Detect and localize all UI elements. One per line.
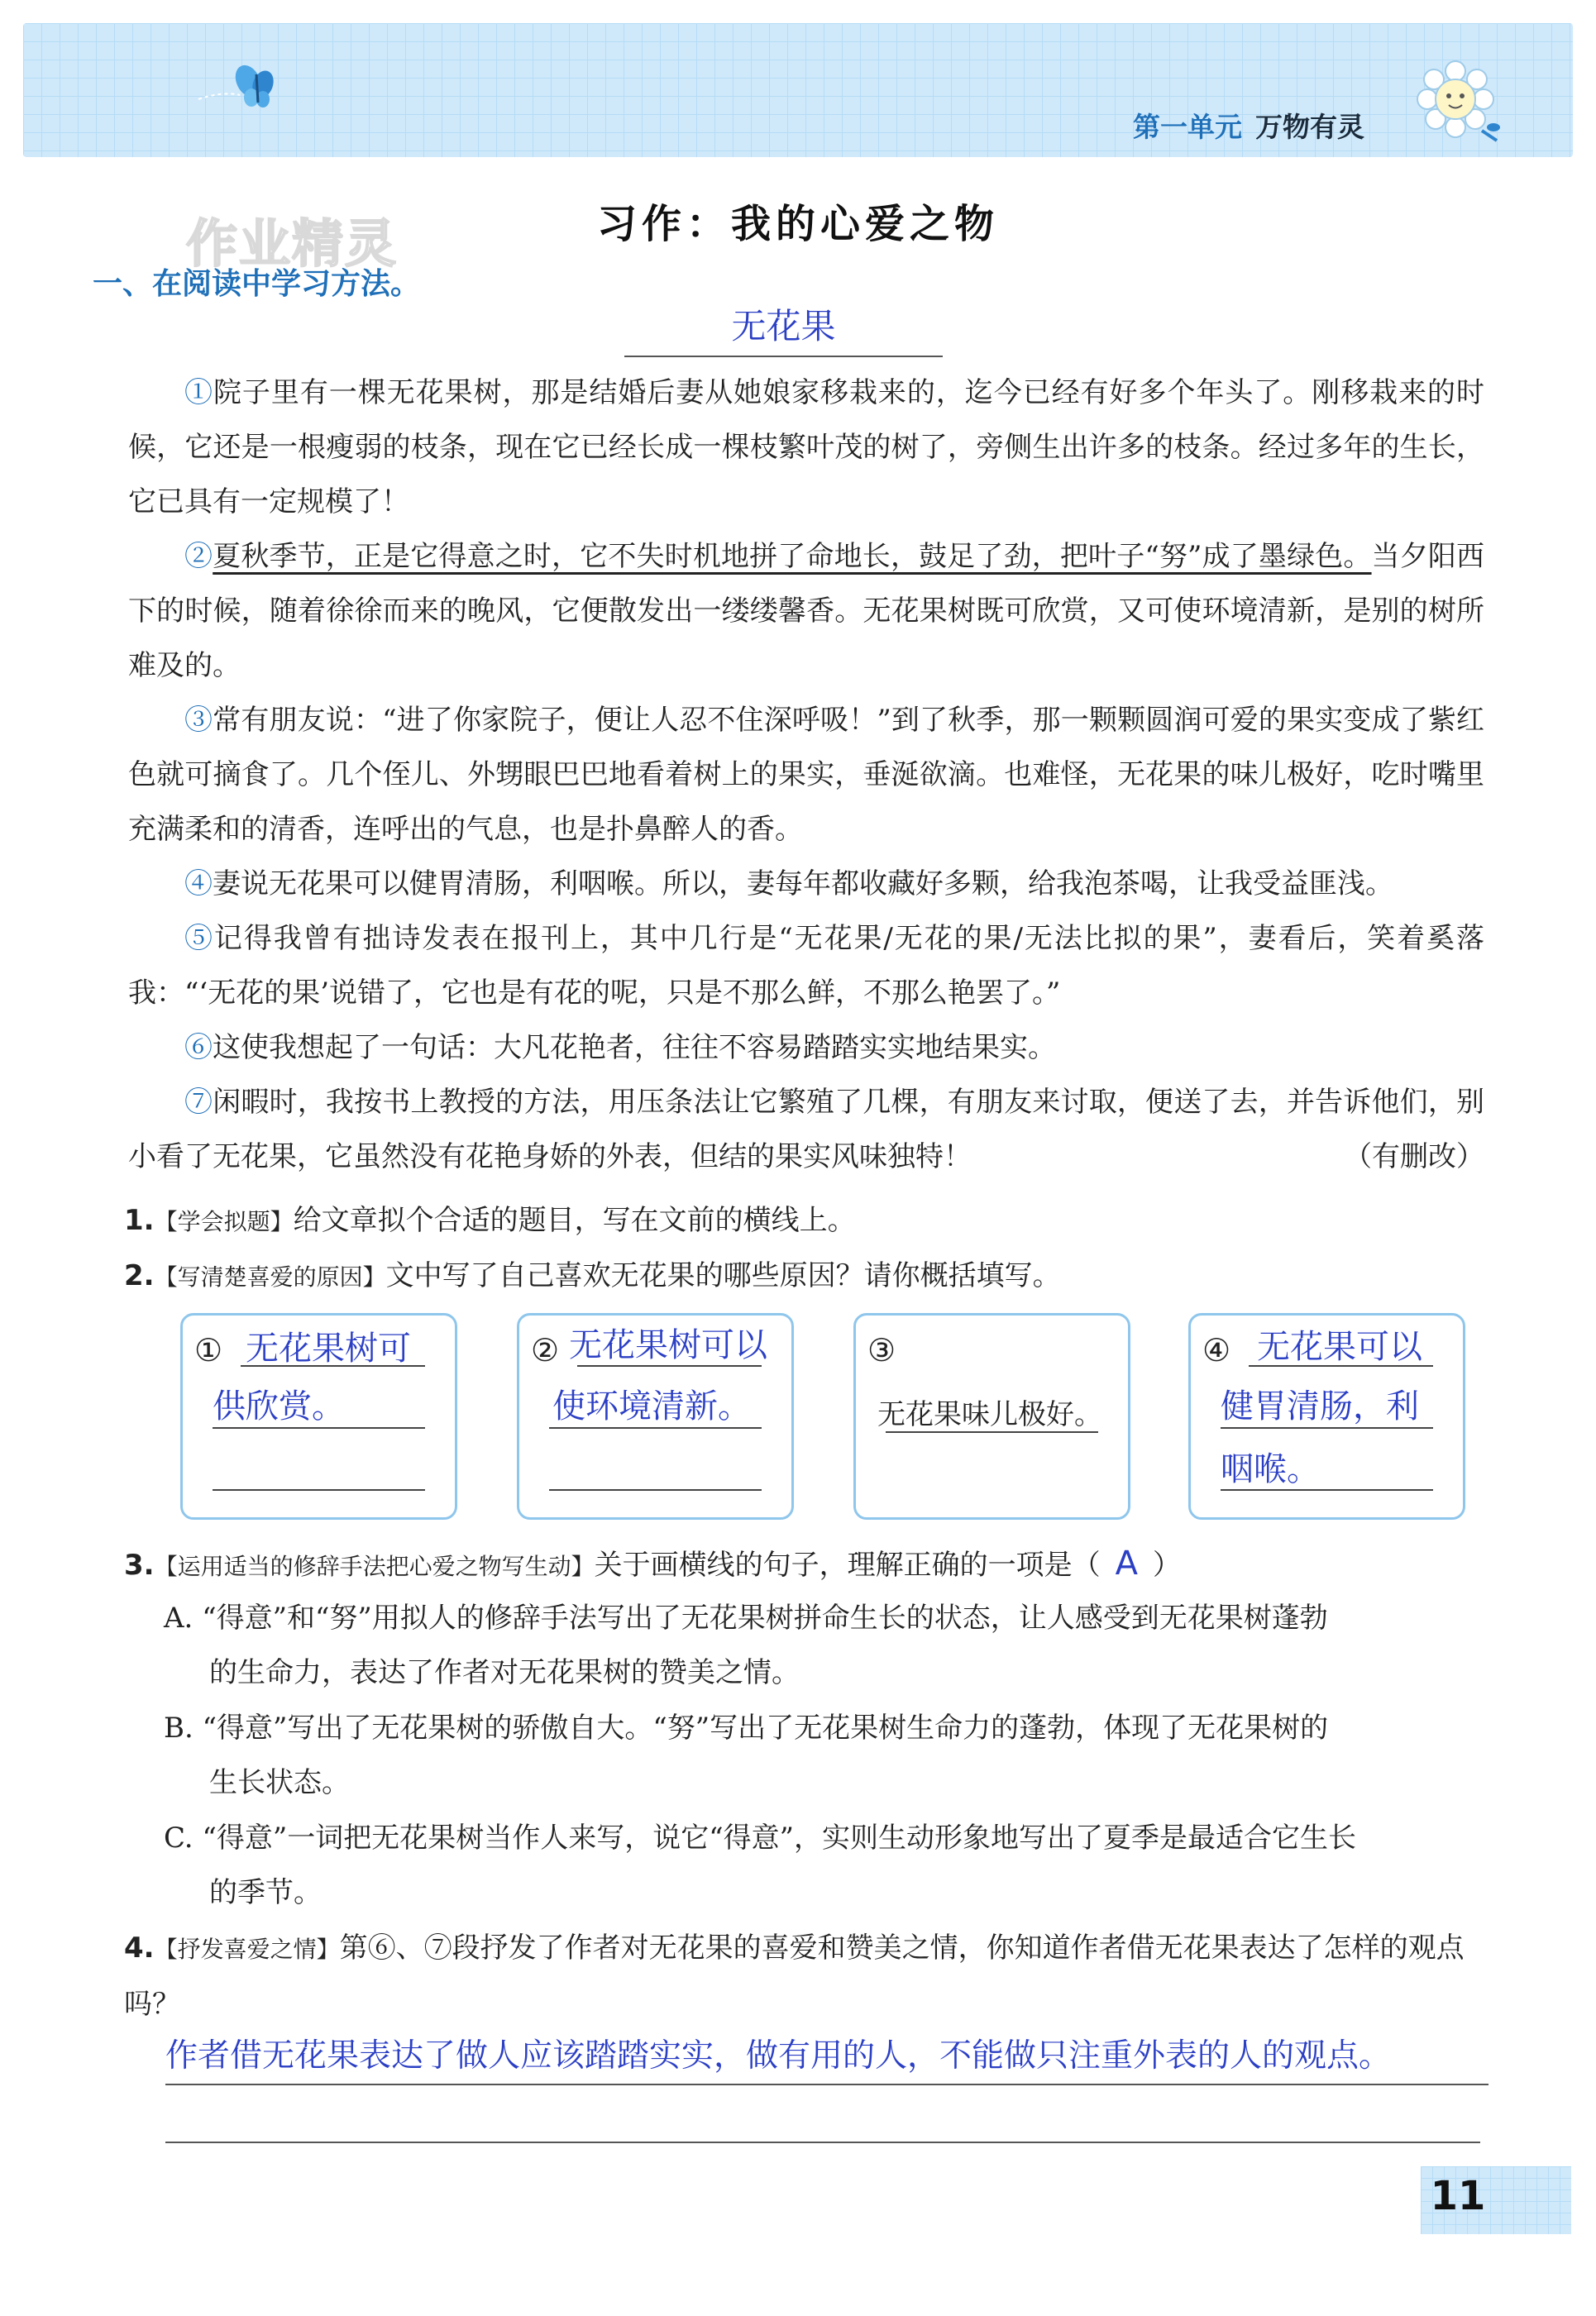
answer-box-2 (517, 1313, 794, 1520)
answer-text: 无花果味儿极好。 (877, 1398, 1102, 1431)
answer-line (577, 1365, 762, 1367)
paragraph-number: ④ (184, 867, 213, 900)
question-tag: 【抒发喜爱之情】 (154, 1936, 340, 1963)
answer-text: 无花果可以 (1257, 1328, 1422, 1366)
section-heading: 一、在阅读中学习方法。 (93, 267, 421, 301)
question-number: 4. (124, 1932, 155, 1965)
answer-line (213, 1427, 425, 1429)
answer-line (213, 1489, 425, 1491)
paragraph-2 (128, 529, 1484, 693)
paragraph-text: 闲暇时，我按书上教授的方法，用压条法让它繁殖了几棵，有朋友来讨取，便送了去，并告诉他们，别小看了无花果，它虽然没有花艳身娇的外表，但结的果实风味独特！ (128, 1086, 1485, 1173)
box-number: ② (531, 1332, 560, 1368)
question-text: 第⑥、⑦段抒发了作者对无花果的喜爱和赞美之情，你知道作者借无花果表达了怎样的观点吗？ (124, 1932, 1465, 2021)
paragraph-text: 院子里有一棵无花果树，那是结婚后妻从她娘家移栽来的，迄今已经有好多个年头了。刚移栽来的时候，它还是一根瘦弱的枝条，现在它已经长成一棵枝繁叶茂的树了，旁侧生出许多的枝条。经过多年的生长，它已具有一定规模了！ (128, 376, 1485, 518)
paragraph-7 (128, 1075, 1484, 1184)
watermark-text: 作业精灵 (186, 213, 399, 274)
answer-text: 咽喉。 (1221, 1450, 1320, 1488)
answer-line (886, 1431, 1098, 1433)
question-2 (124, 1249, 1497, 1305)
unit-number: 第一单元 (1133, 111, 1242, 143)
source-note: （有删改） (1344, 1140, 1484, 1173)
option-a (164, 1591, 1495, 1700)
option-letter: C. (164, 1822, 194, 1855)
option-b (164, 1701, 1495, 1810)
option-letter: A. (164, 1602, 194, 1635)
answer-line (1221, 1427, 1433, 1429)
answer-text: 供欣赏。 (213, 1387, 345, 1425)
butterfly-icon (190, 50, 289, 116)
essay-title: 无花果 (624, 299, 943, 357)
question-text: 关于画横线的句子，理解正确的一项是（ (594, 1549, 1101, 1582)
option-text-cont: 的季节。 (209, 1876, 322, 1909)
question-3 (124, 1536, 1497, 1594)
question-number: 3. (124, 1549, 155, 1582)
paragraph-4 (128, 857, 1484, 911)
paragraph-3 (128, 693, 1484, 857)
paragraph-number: ⑦ (184, 1086, 213, 1119)
question-number: 1. (124, 1204, 155, 1237)
box-number: ③ (867, 1332, 896, 1368)
page-title: 习作：我的心爱之物 (596, 201, 999, 247)
sunflower-icon (1414, 58, 1505, 149)
answer-text: 使环境清新。 (552, 1387, 751, 1425)
answer-line (549, 1489, 762, 1491)
paragraph-text: 当夕阳西下的时候，随着徐徐而来的晚风，它便散发出一缕缕馨香。无花果树既可欣赏，又可使环境清新，是别的树所难及的。 (128, 540, 1485, 682)
answer-line (165, 2142, 1480, 2143)
paragraph-number: ② (184, 540, 213, 573)
unit-name: 万物有灵 (1255, 111, 1364, 143)
answer-line (1221, 1489, 1433, 1491)
paragraph-5 (128, 911, 1484, 1020)
answer-box-1 (180, 1313, 457, 1520)
answer-box-3 (853, 1313, 1130, 1520)
paragraph-text: 记得我曾有拙诗发表在报刊上，其中几行是“无花果/无花的果/无法比拟的果”，妻看后，笑着奚落我：“‘无花的果’说错了，它也是有花的呢，只是不那么鲜，不那么艳罢了。” (128, 922, 1485, 1010)
option-text-cont: 的生命力，表达了作者对无花果树的赞美之情。 (209, 1656, 800, 1689)
question-number: 2. (124, 1259, 155, 1292)
unit-label (1133, 106, 1364, 145)
paragraph-1 (128, 365, 1484, 529)
page-number: 11 (1430, 2173, 1486, 2219)
paragraph-text: 妻说无花果可以健胃清肠，利咽喉。所以，妻每年都收藏好多颗，给我泡茶喝，让我受益匪浅。 (213, 867, 1393, 900)
option-c (164, 1811, 1495, 1920)
essay-body (128, 365, 1484, 1184)
paragraph-text: 这使我想起了一句话：大凡花艳者，往往不容易踏踏实实地结果实。 (213, 1031, 1056, 1064)
question-4 (124, 1921, 1497, 2032)
question-tag: 【运用适当的修辞手法把心爱之物写生动】 (154, 1553, 595, 1580)
question-tag: 【写清楚喜爱的原因】 (154, 1263, 386, 1291)
option-text: “得意”一词把无花果树当作人来写，说它“得意”，实则生动形象地写出了夏季是最适合它生长 (202, 1822, 1356, 1855)
answer-text: 作者借无花果表达了做人应该踏踏实实，做有用的人，不能做只注重外表的人的观点。 (165, 2037, 1392, 2075)
question-close: ） (1152, 1549, 1181, 1582)
question-text: 给文章拟个合适的题目，写在文前的横线上。 (293, 1204, 856, 1237)
answer-text: 健胃清肠，利 (1221, 1387, 1419, 1425)
answer-text: 无花果树可以 (569, 1326, 767, 1364)
paragraph-number: ③ (184, 704, 213, 737)
question-4-answer (165, 2030, 1488, 2085)
answer-text: 无花果树可 (246, 1330, 411, 1368)
option-text: “得意”写出了无花果树的骄傲自大。“努”写出了无花果树生命力的蓬勃，体现了无花果树的 (202, 1712, 1329, 1745)
option-text: “得意”和“努”用拟人的修辞手法写出了无花果树拼命生长的状态，让人感受到无花果树蓬勃 (202, 1602, 1328, 1635)
paragraph-6 (128, 1020, 1484, 1075)
answer-line (241, 1365, 425, 1367)
paragraph-number: ⑥ (184, 1031, 213, 1064)
paragraph-text: 常有朋友说：“进了你家院子，便让人忍不住深呼吸！”到了秋季，那一颗颗圆润可爱的果实变成了紫红色就可摘食了。几个侄儿、外甥眼巴巴地看着树上的果实，垂涎欲滴。也难怪，无花果的味儿极好，吃时嘴里充满柔和的清香，连呼出的气息，也是扑鼻醉人的香。 (128, 704, 1485, 846)
underlined-sentence: 夏秋季节，正是它得意之时，它不失时机地拼了命地长，鼓足了劲，把叶子“努”成了墨绿色。 (213, 540, 1372, 573)
question-text: 文中写了自己喜欢无花果的哪些原因？请你概括填写。 (385, 1259, 1061, 1292)
question-tag: 【学会拟题】 (154, 1208, 294, 1235)
option-text-cont: 生长状态。 (209, 1766, 350, 1799)
option-letter: B. (164, 1712, 194, 1745)
answer-line (1249, 1365, 1433, 1367)
question-1 (124, 1193, 1497, 1249)
paragraph-number: ⑤ (184, 922, 214, 955)
answer-box-4 (1188, 1313, 1465, 1520)
paragraph-number: ① (184, 376, 213, 409)
box-number: ① (194, 1332, 223, 1368)
answer-choice: A (1115, 1545, 1138, 1583)
answer-line (549, 1427, 762, 1429)
box-number: ④ (1202, 1332, 1231, 1368)
